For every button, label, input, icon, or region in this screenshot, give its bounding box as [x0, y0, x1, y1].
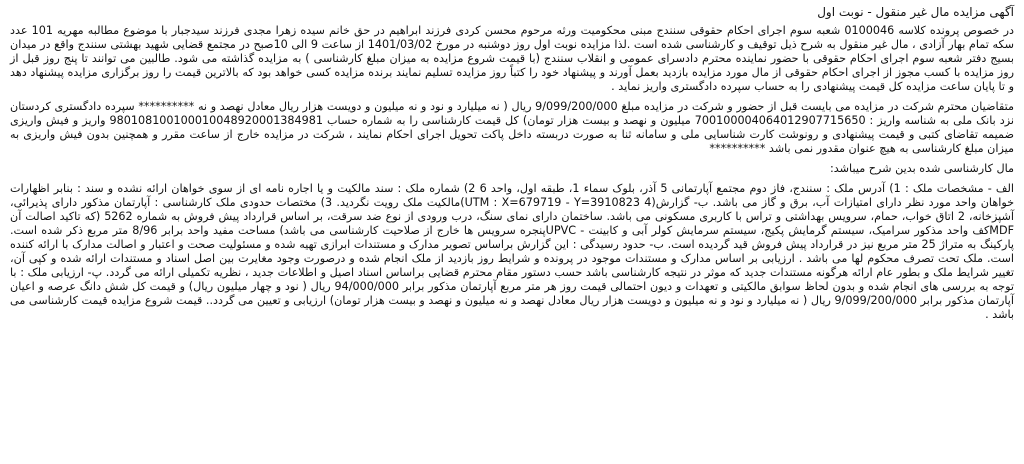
- notice-title: آگهی مزایده مال غیر منقول - نوبت اول: [817, 5, 1014, 19]
- property-heading: مال کارشناسی شده بدین شرح میباشد:: [830, 162, 1014, 175]
- deposit-paragraph: متقاضیان محترم شرکت در مزایده می بایست قبل از حضور و شرکت در مزایده مبلغ 9/099/200/000 ریال ( نه میلیارد و نود و نه میلیون و دویست هزار ریال معادل نهصد و نه ********** سپرده دادگستری کردستان نزد بانک ملی به شناسه واریز : 700100004064012907715650 میلیون و نهصد و بیست هزار تومان) کل قیمت کارشناسی را به شماره حساب 980108100100010048920001384981 واریز و فیش واریزی ضمیمه تقاضای کتبی و قیمت پیشنهادی و رونوشت کارت شناسایی ملی و سامانه ثنا به صورت دربسته داخل پاکت تحویل اجرای احکام نمایند ، شرکت در مزایده خارج از ساعت مقرر و همچنین بدون فیش واریزی به میزان مبلغ کارشناسی به هیچ عنوان مقدور نمی باشد **********: [10, 100, 1014, 155]
- property-description-paragraph: الف - مشخصات ملک : 1) آدرس ملک : سنندج، فاز دوم مجتمع آپارتمانی 5 آذر، بلوک سماء 1، طبقه اول، واحد 6 2) شماره ملک : سند مالکیت و یا اجاره نامه ای از سوی خواهان ارائه نشده و سند : بنابر اظهارات خواهان واحد مورد نظر دارای امتیازات آب، برق و گاز می باشد. ب- گزارش(4 UTM : X=679719 - Y=3910823)مالکیت ملک رویت نگردید. 3) مختصات حدودی ملک کارشناسی : آپارتمان مذکور دارای پذیرائی، آشپزخانه، 2 اتاق خواب، حمام، سرویس بهداشتی و تراس با کاربری مسکونی می باشد. ساختمان دارای نمای سنگ، درب ورودی از نوع ضد سرقت، بر اساس قرارداد پیش فروش به شماره 5262 (که تاکید اصالت آن MDFکف واحد مذکور سرامیک، سیستم گرمایش پکیج، سیستم سرمایش کولر آبی و کابینت - UPVCپنجره سرویس ها خارج از صلاحیت کارشناسی می باشد) مساحت مفید واحد برابر 8/96 متر مربع ذکر شده است. پارکینگ به متراژ 25 متر مربع نیز در قرارداد پیش فروش قید گردیده است. ب- حدود رسیدگی : این گزارش براساس تصویر مدارک و مستندات ابرازی تهیه شده و مسئولیت صحت و اعتبار و اصالت مدارک با ارائه کننده است. ملک تحت تصرف محکوم لها می باشد . ارزیابی بر اساس مدارک و مستندات موجود در پرونده و شرایط روز بازدید از ملک انجام شده و درصورت وجود مغایرت بین اصل اسناد و مستندات ارائه شده و کپی آن، تغییر شرایط ملک و بطور عام ارائه هرگونه مستندات جدید که موثر در نتیجه کارشناسی باشد حسب دستور مقام محترم قضایی براساس اسناد اصیل و اطلاعات جدید ، نظریه تکمیلی ارائه می گردد. پ- ارزیابی ملک : با توجه به بررسی های انجام شده و بدون لحاظ سوابق مالکیتی و تعهدات و دیون احتمالی قیمت روز هر متر مربع آپارتمان مذکور برابر 94/000/000 ریال ( نود و چهار میلیون ریال) و قیمت کل شش دانگ عرصه و اعیان آپارتمان مذکور برابر 9/099/200/000 ریال ( نه میلیارد و نود و نه میلیون و دویست هزار ریال معادل نهصد و نه میلیون و نهصد و بیست هزار تومان) ارزیابی و تعیین می گردد.. قیمت شروع مزایده قیمت کارشناسی می باشد .: [10, 182, 1015, 321]
- case-paragraph: در خصوص پرونده کلاسه 0100046 شعبه سوم اجرای احکام حقوقی سنندج مبنی محکومیت ورثه مرحوم محسن کردی فرزند ابراهیم در حق خانم سیده زهرا مجدی فرزند سیدجبار با موضوع مطالبه مهریه 101 عدد سکه تمام بهار آزادی ، مال غیر منقول به شرح ذیل توقیف و کارشناسی شده است .لذا مزایده نوبت اول روز دوشنبه در مورخ 1401/03/02 از ساعت 9 الی 10صبح در مجتمع قضایی شهید بهشتی سنندج واقع در میدان بسیج دفتر شعبه سوم اجرای احکام حقوقی با حضور نماینده محترم دادسرای عمومی و انقلاب سنندج (با قیمت شروع مزایده به میزان مبلغ کارشناسی ) به مزایده گذاشته می شود. طالبین می توانند تا پنج روز قبل از روز مزایده با کسب مجوز از اجرای احکام حقوقی از مال مورد مزایده بازدید بعمل آورند و پیشنهاد خود را کتباً روز مزایده تسلیم نمایند برنده مزایده کسی خواهد بود که بالاترین قیمت را روز برگزاری مزایده پیشنهاد دهد و تا پایان ساعت مزایده کل قیمت پیشنهادی را به حساب سپرده دادگستری واریز نماید .: [10, 24, 1015, 93]
